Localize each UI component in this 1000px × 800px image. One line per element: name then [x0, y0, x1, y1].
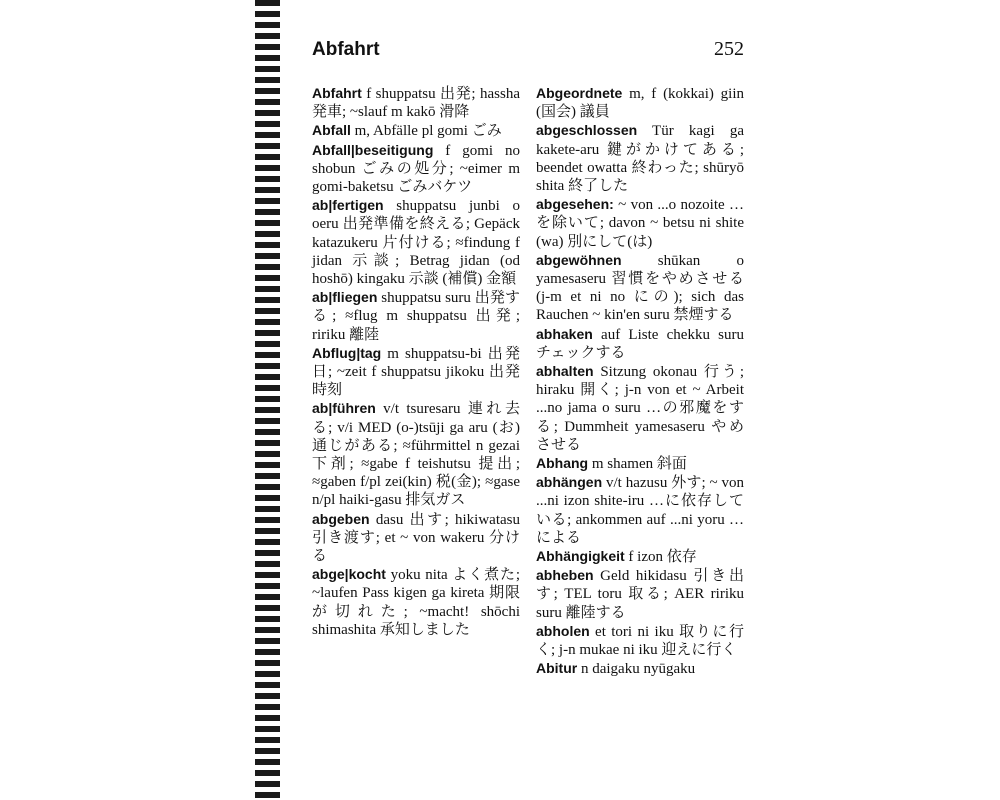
entry-headword: ab|führen	[312, 400, 376, 417]
entry-headword: Abfahrt	[312, 85, 362, 101]
entry-definition: Tür kagi ga kakete-aru 鍵がかけてある; beendet owatta 終わった; shūryō shita 終了した	[536, 123, 744, 195]
dictionary-page	[312, 38, 744, 678]
entry-definition: m shamen 斜面	[588, 456, 687, 473]
entry-headword: abhalten	[536, 363, 594, 380]
right-column	[536, 84, 744, 679]
entry-definition: ~ von ...o nozoite …を除いて; davon ~ betsu ni shite (wa) 別にして(は)	[536, 197, 744, 250]
entry-definition: f izon 依存	[624, 549, 697, 566]
dictionary-entry	[312, 344, 520, 400]
entry-headword: abheben	[536, 567, 594, 584]
entry-headword: Abhang	[536, 455, 589, 472]
dictionary-entry	[536, 454, 744, 473]
dictionary-entry	[536, 547, 744, 566]
entry-headword: ab|fliegen	[312, 289, 378, 306]
entry-headword: Abflug|tag	[312, 344, 382, 361]
entry-definition: m, Abfälle pl gomi ごみ	[350, 123, 502, 140]
entry-definition: v/t tsuresaru 連れ去る; v/i MED (o-)tsūji ga aru (お)通じがある; ≈führmittel n gezai 下剤; ≈gabe f teishutsu 提出; ≈gaben f/pl zei(kin) 税(金); ≈gase n/pl haiki-gasu 排気ガス	[312, 401, 520, 509]
entry-definition: n daigaku nyūgaku	[577, 661, 696, 678]
entry-headword: Abgeordnete	[536, 85, 623, 101]
entry-headword: abgeben	[312, 510, 370, 527]
entry-headword: Abfall	[312, 122, 351, 139]
dictionary-entry	[312, 121, 520, 140]
page-number: 252	[714, 38, 744, 60]
entry-headword: ab|fertigen	[312, 197, 384, 214]
dictionary-entry	[536, 566, 744, 622]
entry-definition: shuppatsu suru 出発する; ≈flug m shuppatsu 出発; ririku 離陸	[312, 290, 520, 343]
entry-headword: Abhängigkeit	[536, 548, 625, 565]
entry-headword: abgewöhnen	[536, 251, 622, 268]
dictionary-entry	[312, 141, 520, 197]
entry-headword: abhängen	[536, 474, 603, 491]
thumb-index-tab	[255, 0, 280, 800]
running-head: Abfahrt	[312, 39, 380, 60]
dictionary-entry	[312, 399, 520, 509]
dictionary-entry	[312, 84, 520, 121]
entry-definition: auf Liste chekku suru チェックする	[536, 326, 744, 361]
entry-headword: abgeschlossen	[536, 122, 638, 139]
entry-definition: m, f (kokkai) giin (国会) 議員	[536, 86, 744, 121]
columns	[312, 84, 744, 679]
dictionary-entry	[536, 121, 744, 195]
entry-definition: shuppatsu junbi o oeru 出発準備を終える; Gepäck katazukeru 片付ける; ≈findung f jidan 示談; Betrag jidan (od hoshō) kingaku 示談 (補償) 金額	[312, 198, 520, 288]
entry-headword: Abfall|beseitigung	[312, 141, 434, 158]
dictionary-entry	[536, 251, 744, 325]
entry-headword: abholen	[536, 622, 590, 639]
dictionary-entry	[312, 565, 520, 639]
entry-headword: abge|kocht	[312, 566, 386, 583]
entry-definition: m shuppatsu-bi 出発日; ~zeit f shuppatsu jikoku 出発時刻	[312, 345, 520, 399]
dictionary-entry	[536, 473, 744, 547]
entry-headword: abhaken	[536, 325, 593, 342]
dictionary-entry	[536, 84, 744, 121]
entry-definition: yoku nita よく煮た; ~laufen Pass kigen ga kireta 期限が切れた; ~macht! shōchi shimashita 承知しました	[312, 567, 520, 638]
entry-definition: v/t hazusu 外す; ~ von ...ni izon shite-iru …に依存している; ankommen auf ...ni yoru …による	[536, 475, 744, 546]
entry-definition: et tori ni iku 取りに行く; j-n mukae ni iku 迎えに行く	[536, 623, 744, 659]
entry-definition: Sitzung okonau 行う; hiraku 開く; j-n von et ~ Arbeit ...no jama o suru …の邪魔をする; Dummheit yamesaseru やめさせる	[536, 364, 744, 453]
dictionary-entry	[536, 362, 744, 454]
dictionary-entry	[536, 659, 744, 678]
dictionary-entry	[536, 325, 744, 362]
dictionary-entry	[312, 510, 520, 566]
entry-definition: dasu 出す; hikiwatasu 引き渡す; et ~ von wakeru 分ける	[312, 511, 520, 565]
dictionary-entry	[312, 288, 520, 344]
entry-definition: f gomi no shobun ごみの処分; ~eimer m gomi-baketsu ごみバケツ	[312, 142, 520, 196]
dictionary-entry	[312, 196, 520, 288]
dictionary-entry	[536, 622, 744, 659]
entry-definition: shūkan o yamesaseru 習慣をやめさせる (j-m et ni no にの); sich das Rauchen ~ kin'en suru 禁煙する	[536, 252, 744, 324]
page-header	[312, 38, 744, 68]
entry-definition: f shuppatsu 出発; hassha 発車; ~slauf m kakō 滑降	[312, 86, 520, 121]
dictionary-entry	[536, 195, 744, 251]
entry-definition: Geld hikidasu 引き出す; TEL toru 取る; AER ririku suru 離陸する	[536, 568, 744, 621]
left-column	[312, 84, 520, 679]
entry-headword: Abitur	[536, 660, 578, 677]
entry-headword: abgesehen:	[536, 196, 614, 213]
